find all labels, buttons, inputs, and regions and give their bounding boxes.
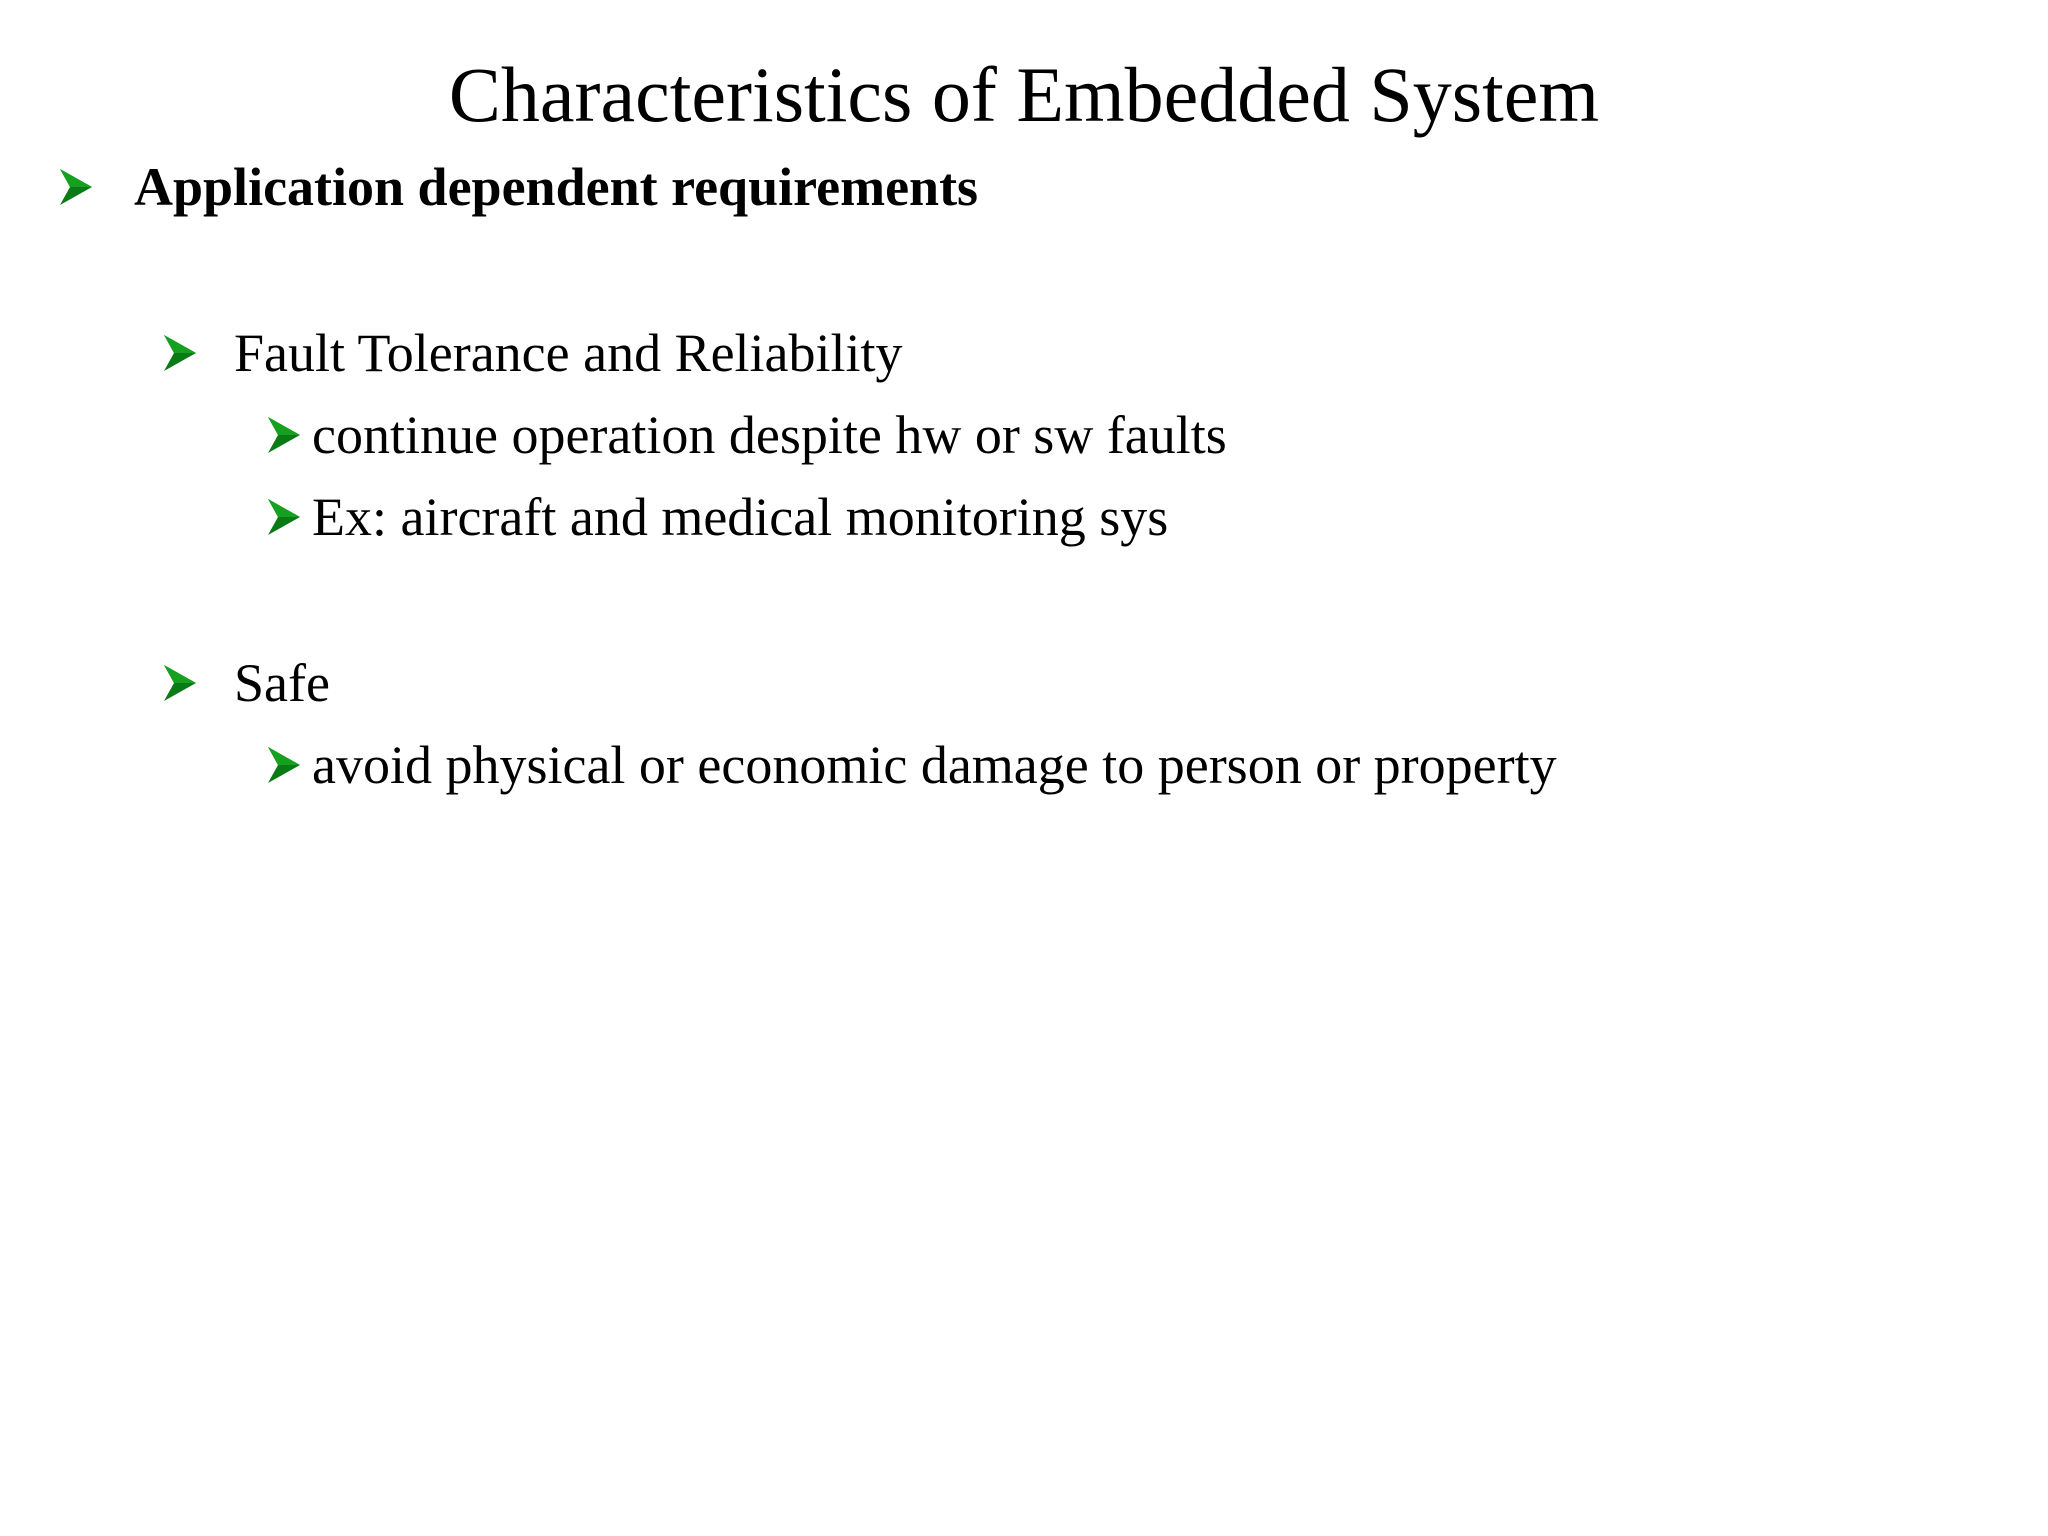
bullet-level3	[266, 482, 1168, 552]
bullet-level3-text: avoid physical or economic damage to person or property	[312, 735, 1557, 795]
bullet-level3	[266, 400, 1227, 470]
arrow-bullet-icon	[266, 415, 302, 455]
bullet-level3-text: Ex: aircraft and medical monitoring sys	[312, 487, 1169, 547]
bullet-level3	[266, 730, 1557, 800]
bullet-level3-text: continue operation despite hw or sw faults	[312, 405, 1227, 465]
bullet-level1-text: Application dependent requirements	[134, 157, 979, 217]
arrow-bullet-icon	[162, 333, 198, 373]
arrow-bullet-icon	[266, 745, 302, 785]
bullet-level1	[58, 152, 978, 222]
bullet-level2-text: Fault Tolerance and Reliability	[234, 323, 903, 383]
slide-title: Characteristics of Embedded System	[448, 51, 1600, 138]
arrow-bullet-icon	[162, 663, 198, 703]
bullet-level2	[162, 318, 903, 388]
bullet-level2-text: Safe	[234, 653, 330, 713]
arrow-bullet-icon	[266, 497, 302, 537]
arrow-bullet-icon	[58, 167, 94, 207]
bullet-level2	[162, 648, 330, 718]
